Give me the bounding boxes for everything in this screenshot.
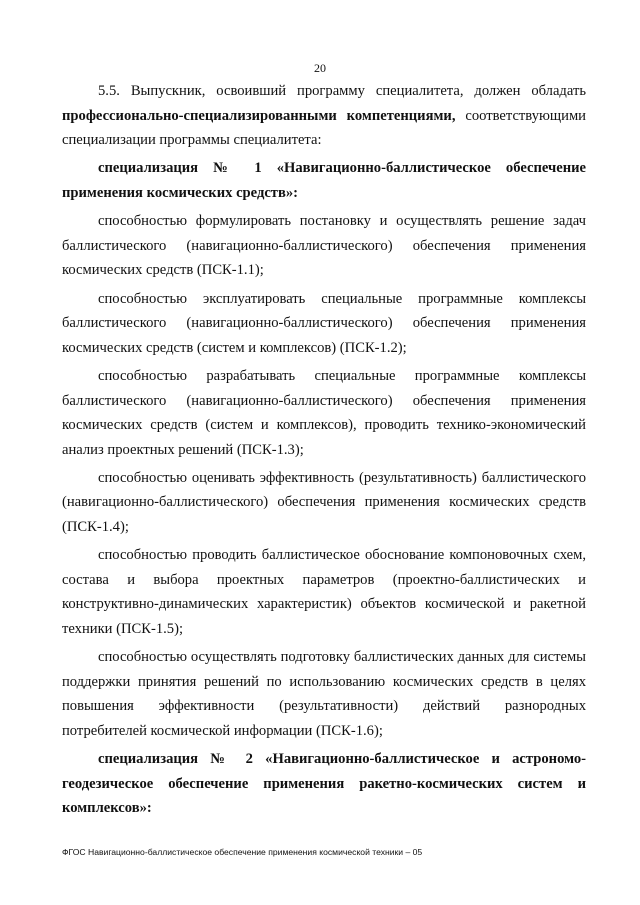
intro-emphasis: профессионально-специализированными компетенциями, xyxy=(62,107,456,124)
intro-paragraph xyxy=(62,79,586,153)
page-number: 20 xyxy=(314,61,326,75)
document-body xyxy=(62,79,586,821)
competency-item: способностью разрабатывать специальные программные комплексы баллистического (навигационно-баллистического) обеспечения применения космических средств (систем и комплексов), проводить технико-экономический анализ проектных решений (ПСК-1.3); xyxy=(62,367,586,458)
competency-item: способностью осуществлять подготовку баллистических данных для системы поддержки принятия решений по использованию космических средств в целях повышения эффективности (результативности) действий разнородных потребителей космической информации (ПСК-1.6); xyxy=(62,649,586,739)
intro-text: 5.5. Выпускник, освоивший программу специалитета, должен обладать xyxy=(98,83,586,99)
specialization-1-heading: специализация № 1 «Навигационно-баллистическое обеспечение применения космических средств»: xyxy=(62,160,586,201)
intro-text-end: соответствующими специализации программы специалитета: xyxy=(62,107,586,149)
competency-item: способностью оценивать эффективность (результативность) баллистического (навигационно-баллистического) обеспечения применения космических средств (ПСК-1.4); xyxy=(62,469,586,536)
page-footer: ФГОС Навигационно-баллистическое обеспечение применения космической техники – 05 xyxy=(62,847,423,857)
specialization-2-heading: специализация № 2 «Навигационно-баллистическое и астрономо-геодезическое обеспечение применения ракетно-космических систем и комплексов»: xyxy=(62,751,586,817)
competency-item: способностью проводить баллистическое обоснование компоновочных схем, состава и выбора проектных параметров (проектно-баллистических и конструктивно-динамических характеристик) объектов космической и ракетной техники (ПСК-1.5); xyxy=(62,547,586,638)
competency-item: способностью эксплуатировать специальные программные комплексы баллистического (навигационно-баллистического) обеспечения применения космических средств (систем и комплексов) (ПСК-1.2); xyxy=(62,290,586,356)
competency-item: способностью формулировать постановку и осуществлять решение задач баллистического (навигационно-баллистического) обеспечения применения космических средств (ПСК-1.1); xyxy=(62,213,586,279)
